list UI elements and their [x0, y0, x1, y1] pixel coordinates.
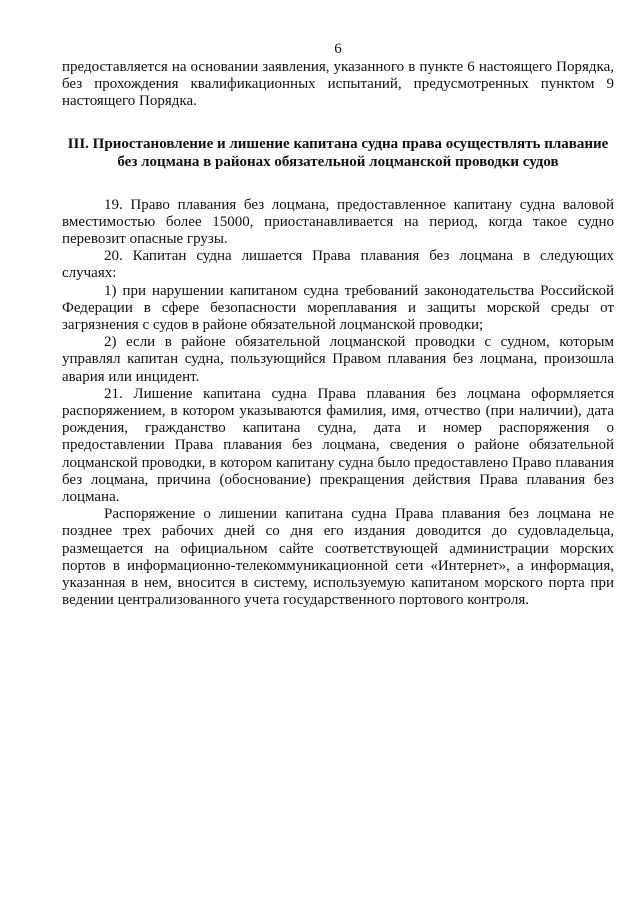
section-title-line-2: без лоцмана в районах обязательной лоцманской проводки судов [117, 153, 559, 170]
paragraph-20: 20. Капитан судна лишается Права плавания без лоцмана в следующих случаях: [62, 248, 614, 282]
paragraph-20-item-2: 2) если в районе обязательной лоцманской проводки с судном, которым управлял капитан судна, пользующийся Правом плавания без лоцмана, произошла авария или инцидент. [62, 334, 614, 385]
document-page [62, 40, 614, 609]
section-title-line-1: III. Приостановление и лишение капитана судна права осуществлять плавание [67, 135, 609, 152]
paragraph-19: 19. Право плавания без лоцмана, предоставленное капитану судна валовой вместимостью более 15000, приостанавливается на период, когда такое судно перевозит опасные грузы. [62, 196, 614, 248]
paragraph-continuation: предоставляется на основании заявления, указанного в пункте 6 настоящего Порядка, без прохождения квалификационных испытаний, предусмотренных пунктом 9 настоящего Порядка. [62, 59, 614, 110]
paragraph-20-item-1: 1) при нарушении капитаном судна требований законодательства Российской Федерации в сфере безопасности мореплавания и защиты морской среды от загрязнения с судов в районе обязательной лоцманской проводки; [62, 282, 614, 334]
paragraph-final: Распоряжение о лишении капитана судна Права плавания без лоцмана не позднее трех рабочих дней со дня его издания доводится до судовладельца, размещается на официальном сайте соответствующей администрации морских портов в информационно-телекоммуникационной сети «Интернет», а информация, указанная в нем, вносится в систему, используемую капитаном морского порта при ведении централизованного учета государственного портового контроля. [62, 506, 614, 609]
page-number: 6 [334, 41, 342, 57]
section-title [62, 135, 614, 171]
paragraph-21: 21. Лишение капитана судна Права плавания без лоцмана оформляется распоряжением, в котором указываются фамилия, имя, отчество (при наличии), дата рождения, гражданство капитана судна, дата и номер распоряжения о предоставлении Права плавания без лоцмана, сведения о районе обязательной лоцманской проводки, в котором капитану судна было предоставлено Право плавания без лоцмана, причина (обоснование) прекращения действия Права плавания без лоцмана. [62, 385, 614, 506]
